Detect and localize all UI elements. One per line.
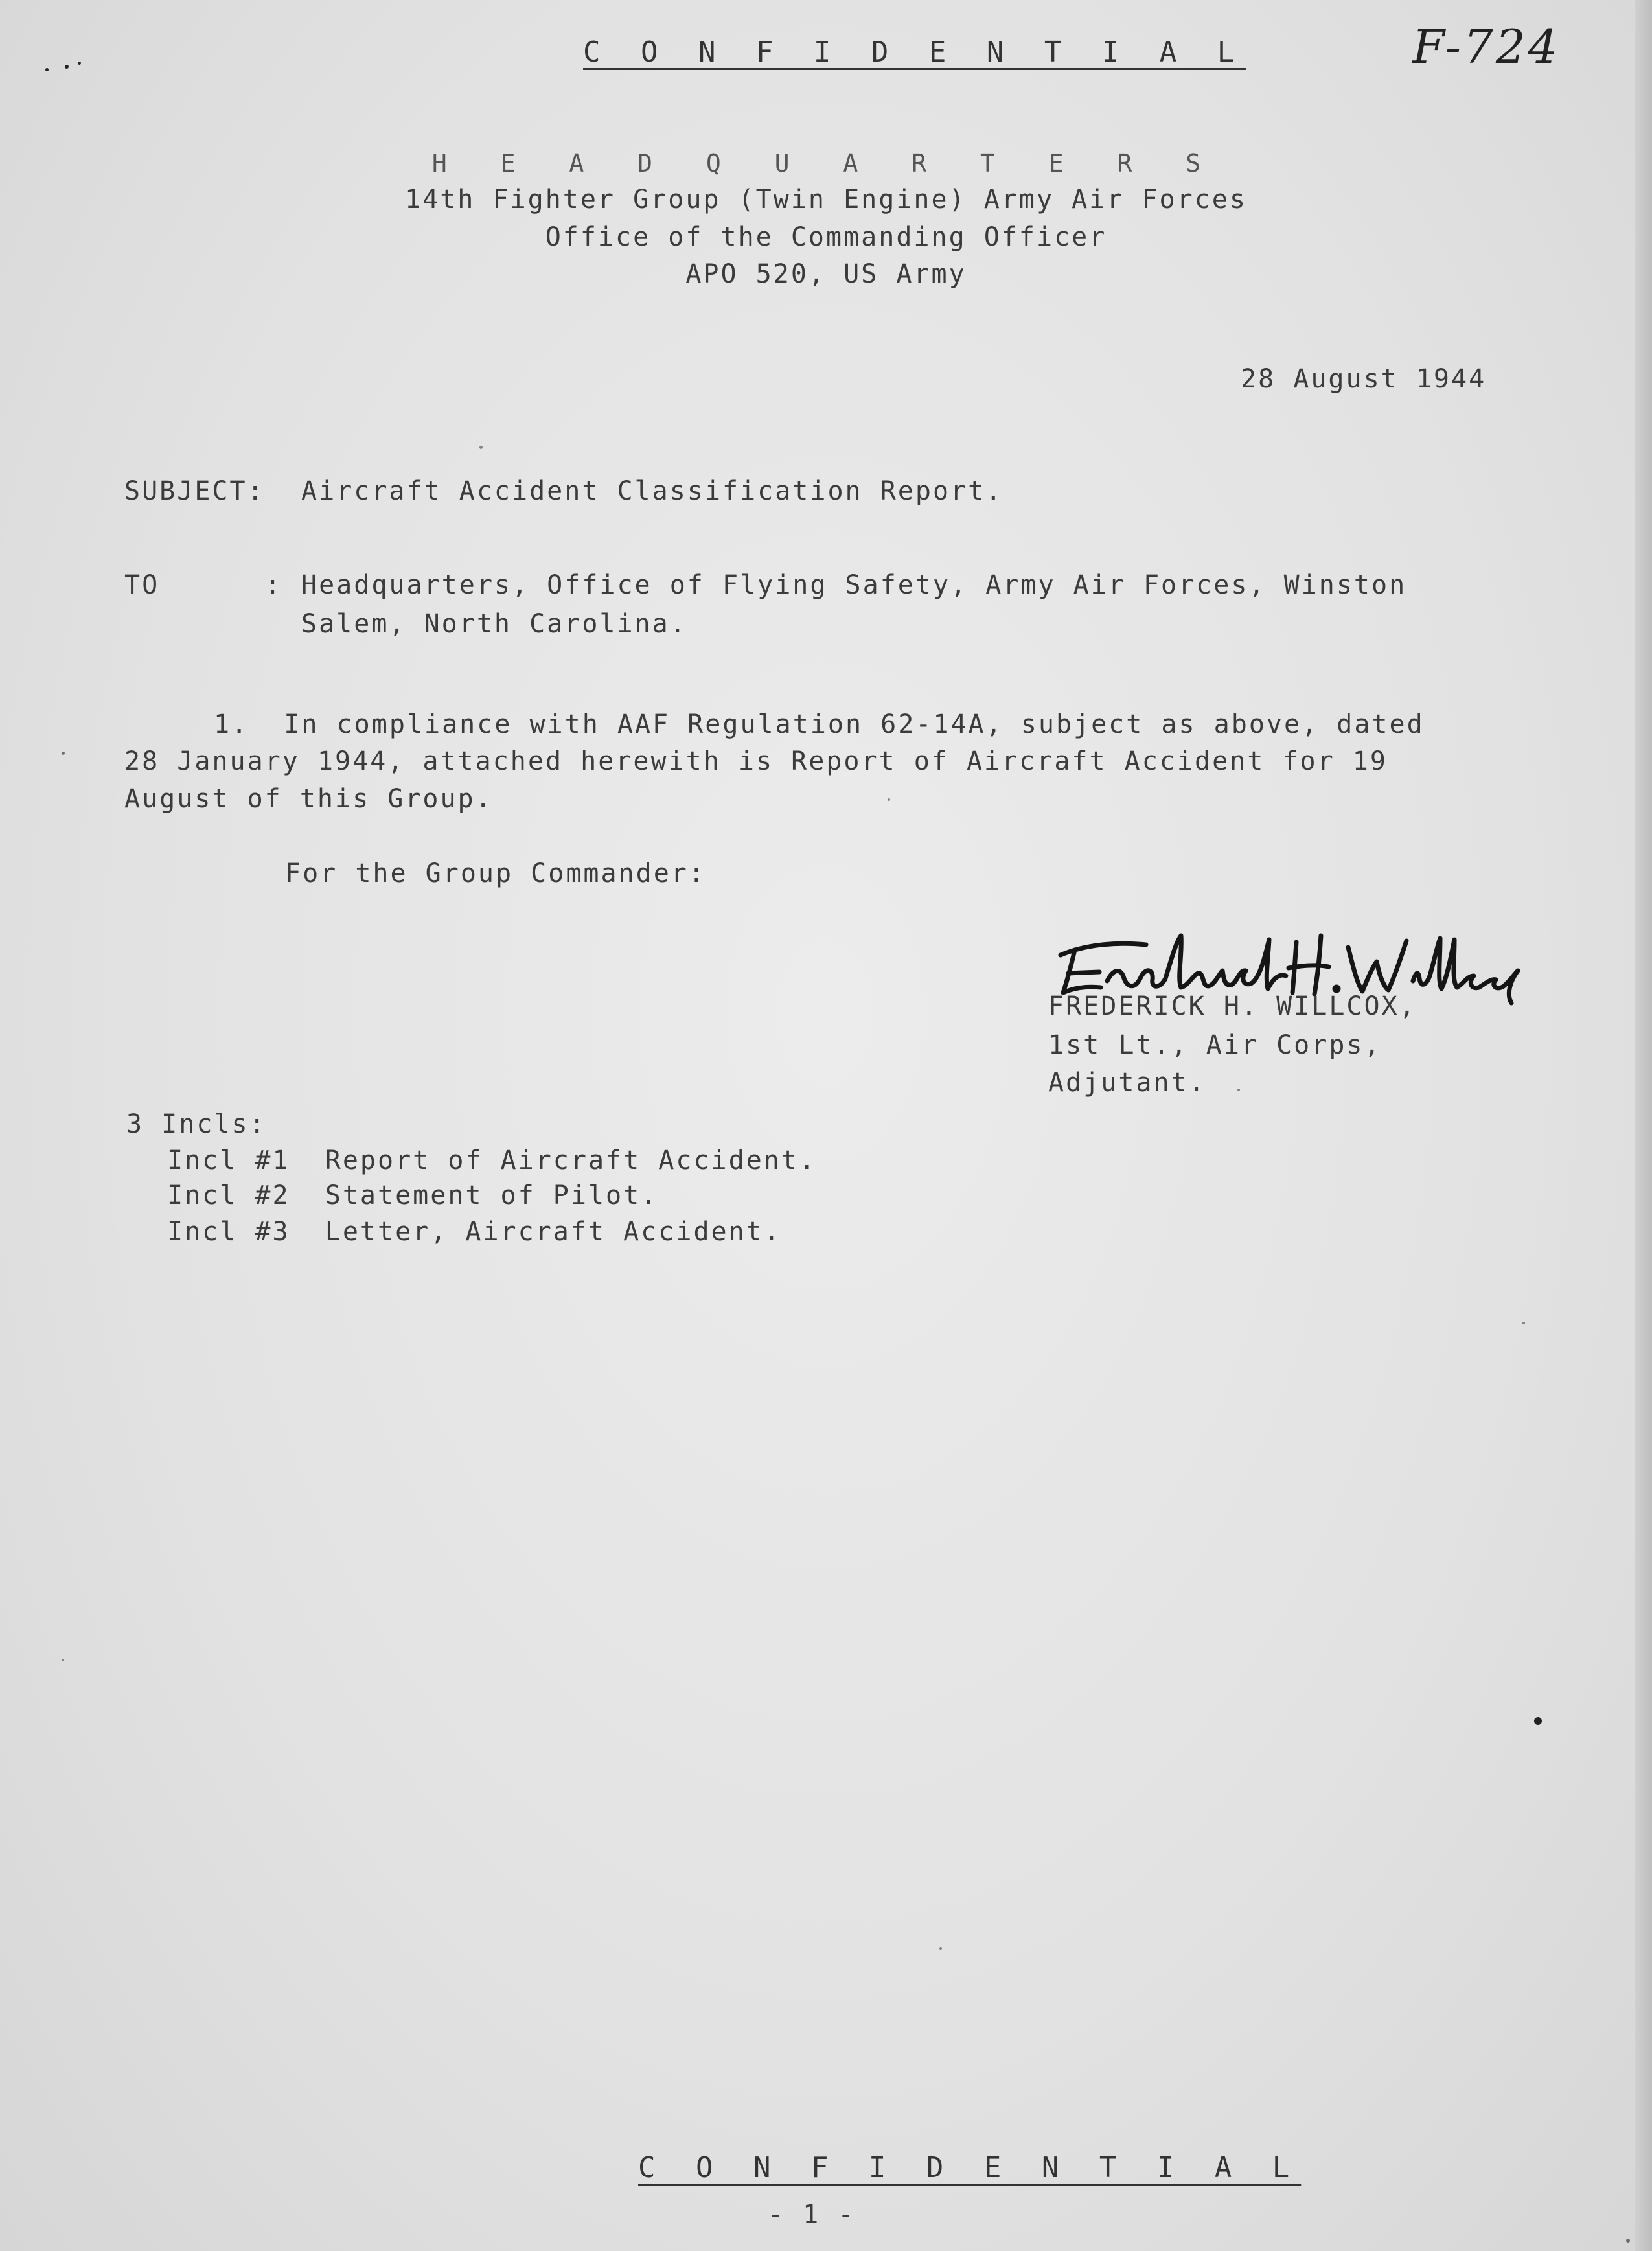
letterhead-unit: 14th Fighter Group (Twin Engine) Army Air Forces [405, 185, 1247, 214]
scan-speck [1626, 2239, 1630, 2243]
scan-speck [1534, 1717, 1542, 1725]
letterhead-apo: APO 520, US Army [685, 259, 967, 289]
letterhead-title: H E A D Q U A R T E R S [431, 149, 1221, 178]
body-line-3: August of this Group. [124, 784, 493, 814]
signer-rank: 1st Lt., Air Corps, [1048, 1030, 1382, 1060]
handwritten-signature [1024, 904, 1503, 995]
inclosure-item-2: Incl #2 Statement of Pilot. [167, 1181, 659, 1210]
body-line-2: 28 January 1944, attached herewith is Report of Aircraft Accident for 19 [124, 746, 1388, 776]
inclosures-heading: 3 Incls: [126, 1109, 267, 1139]
scan-speck [1237, 1089, 1240, 1091]
signer-title: Adjutant. [1048, 1068, 1206, 1098]
page-number: - 1 - [768, 2200, 856, 2230]
document-date: 28 August 1944 [1241, 364, 1487, 394]
scan-speck [939, 1947, 942, 1950]
scan-speck [888, 798, 890, 801]
subject-text: Aircraft Accident Classification Report. [301, 476, 1004, 506]
inclosure-item-3: Incl #3 Letter, Aircraft Accident. [167, 1217, 781, 1247]
bottom-classification-marking: C O N F I D E N T I A L [638, 2151, 1302, 2184]
to-label: TO : [124, 570, 282, 600]
inclosure-item-1: Incl #1 Report of Aircraft Accident. [167, 1146, 817, 1175]
file-number-handwritten: F-724 [1412, 19, 1561, 74]
scan-speck [479, 446, 483, 449]
top-classification-marking: C O N F I D E N T I A L [583, 36, 1246, 69]
to-address-line1: Headquarters, Office of Flying Safety, Army Air Forces, Winston [301, 570, 1407, 600]
scan-speck [78, 62, 81, 65]
scan-speck [65, 65, 69, 69]
scan-speck [62, 1659, 64, 1661]
body-line-1: 1. In compliance with AAF Regulation 62-14A, subject as above, dated [214, 710, 1425, 739]
letterhead-office: Office of the Commanding Officer [545, 222, 1107, 252]
subject-label: SUBJECT: [124, 476, 265, 506]
scan-speck [62, 752, 65, 755]
closing-line: For the Group Commander: [285, 859, 706, 888]
scan-speck [45, 68, 49, 71]
scan-speck [1522, 1322, 1525, 1324]
to-address-line2: Salem, North Carolina. [301, 609, 687, 639]
page-edge-shadow [1635, 0, 1652, 2251]
signer-name: FREDERICK H. WILLCOX, [1048, 991, 1417, 1021]
